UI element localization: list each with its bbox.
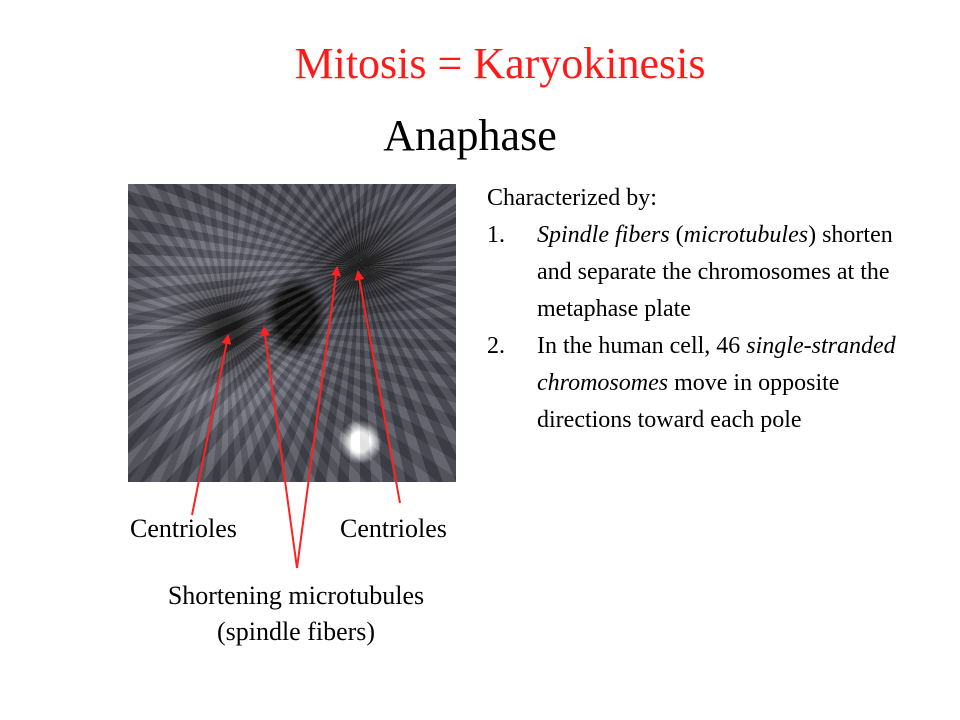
text-fragment: move in opposite directions toward each pole — [537, 370, 840, 433]
list-item — [487, 217, 927, 328]
text-fragment: In the human cell, 46 — [537, 333, 747, 359]
characteristics-list — [487, 217, 927, 439]
characteristics-text — [487, 180, 927, 439]
slide-title: Mitosis = Karyokinesis — [294, 39, 706, 88]
arrow-microtubule-left — [264, 328, 297, 568]
list-item — [487, 328, 927, 439]
slide-subtitle: Anaphase — [383, 111, 557, 160]
text-fragment: ( — [669, 222, 684, 248]
arrow-right-centriole — [358, 272, 400, 503]
text-fragment: ) shorten and separate the chromosomes at the metaphase plate — [537, 222, 893, 322]
list-item-number: 2. — [487, 333, 505, 359]
characteristics-heading: Characterized by: — [487, 185, 657, 211]
label-centrioles-left: Centrioles — [130, 514, 237, 543]
microtubule-caption — [0, 578, 592, 650]
caption-line-1: Shortening microtubules — [167, 581, 425, 610]
label-centrioles-right: Centrioles — [340, 514, 447, 543]
list-item-number: 1. — [487, 222, 505, 248]
term-single-stranded-chromosomes: single-stranded chromosomes — [537, 333, 896, 396]
arrow-microtubule-right — [297, 268, 337, 568]
term-microtubules: microtubules — [683, 222, 809, 248]
term-spindle-fibers: Spindle fibers — [537, 222, 670, 248]
caption-line-2: (spindle fibers) — [216, 617, 376, 646]
arrow-left-centriole — [192, 336, 228, 515]
